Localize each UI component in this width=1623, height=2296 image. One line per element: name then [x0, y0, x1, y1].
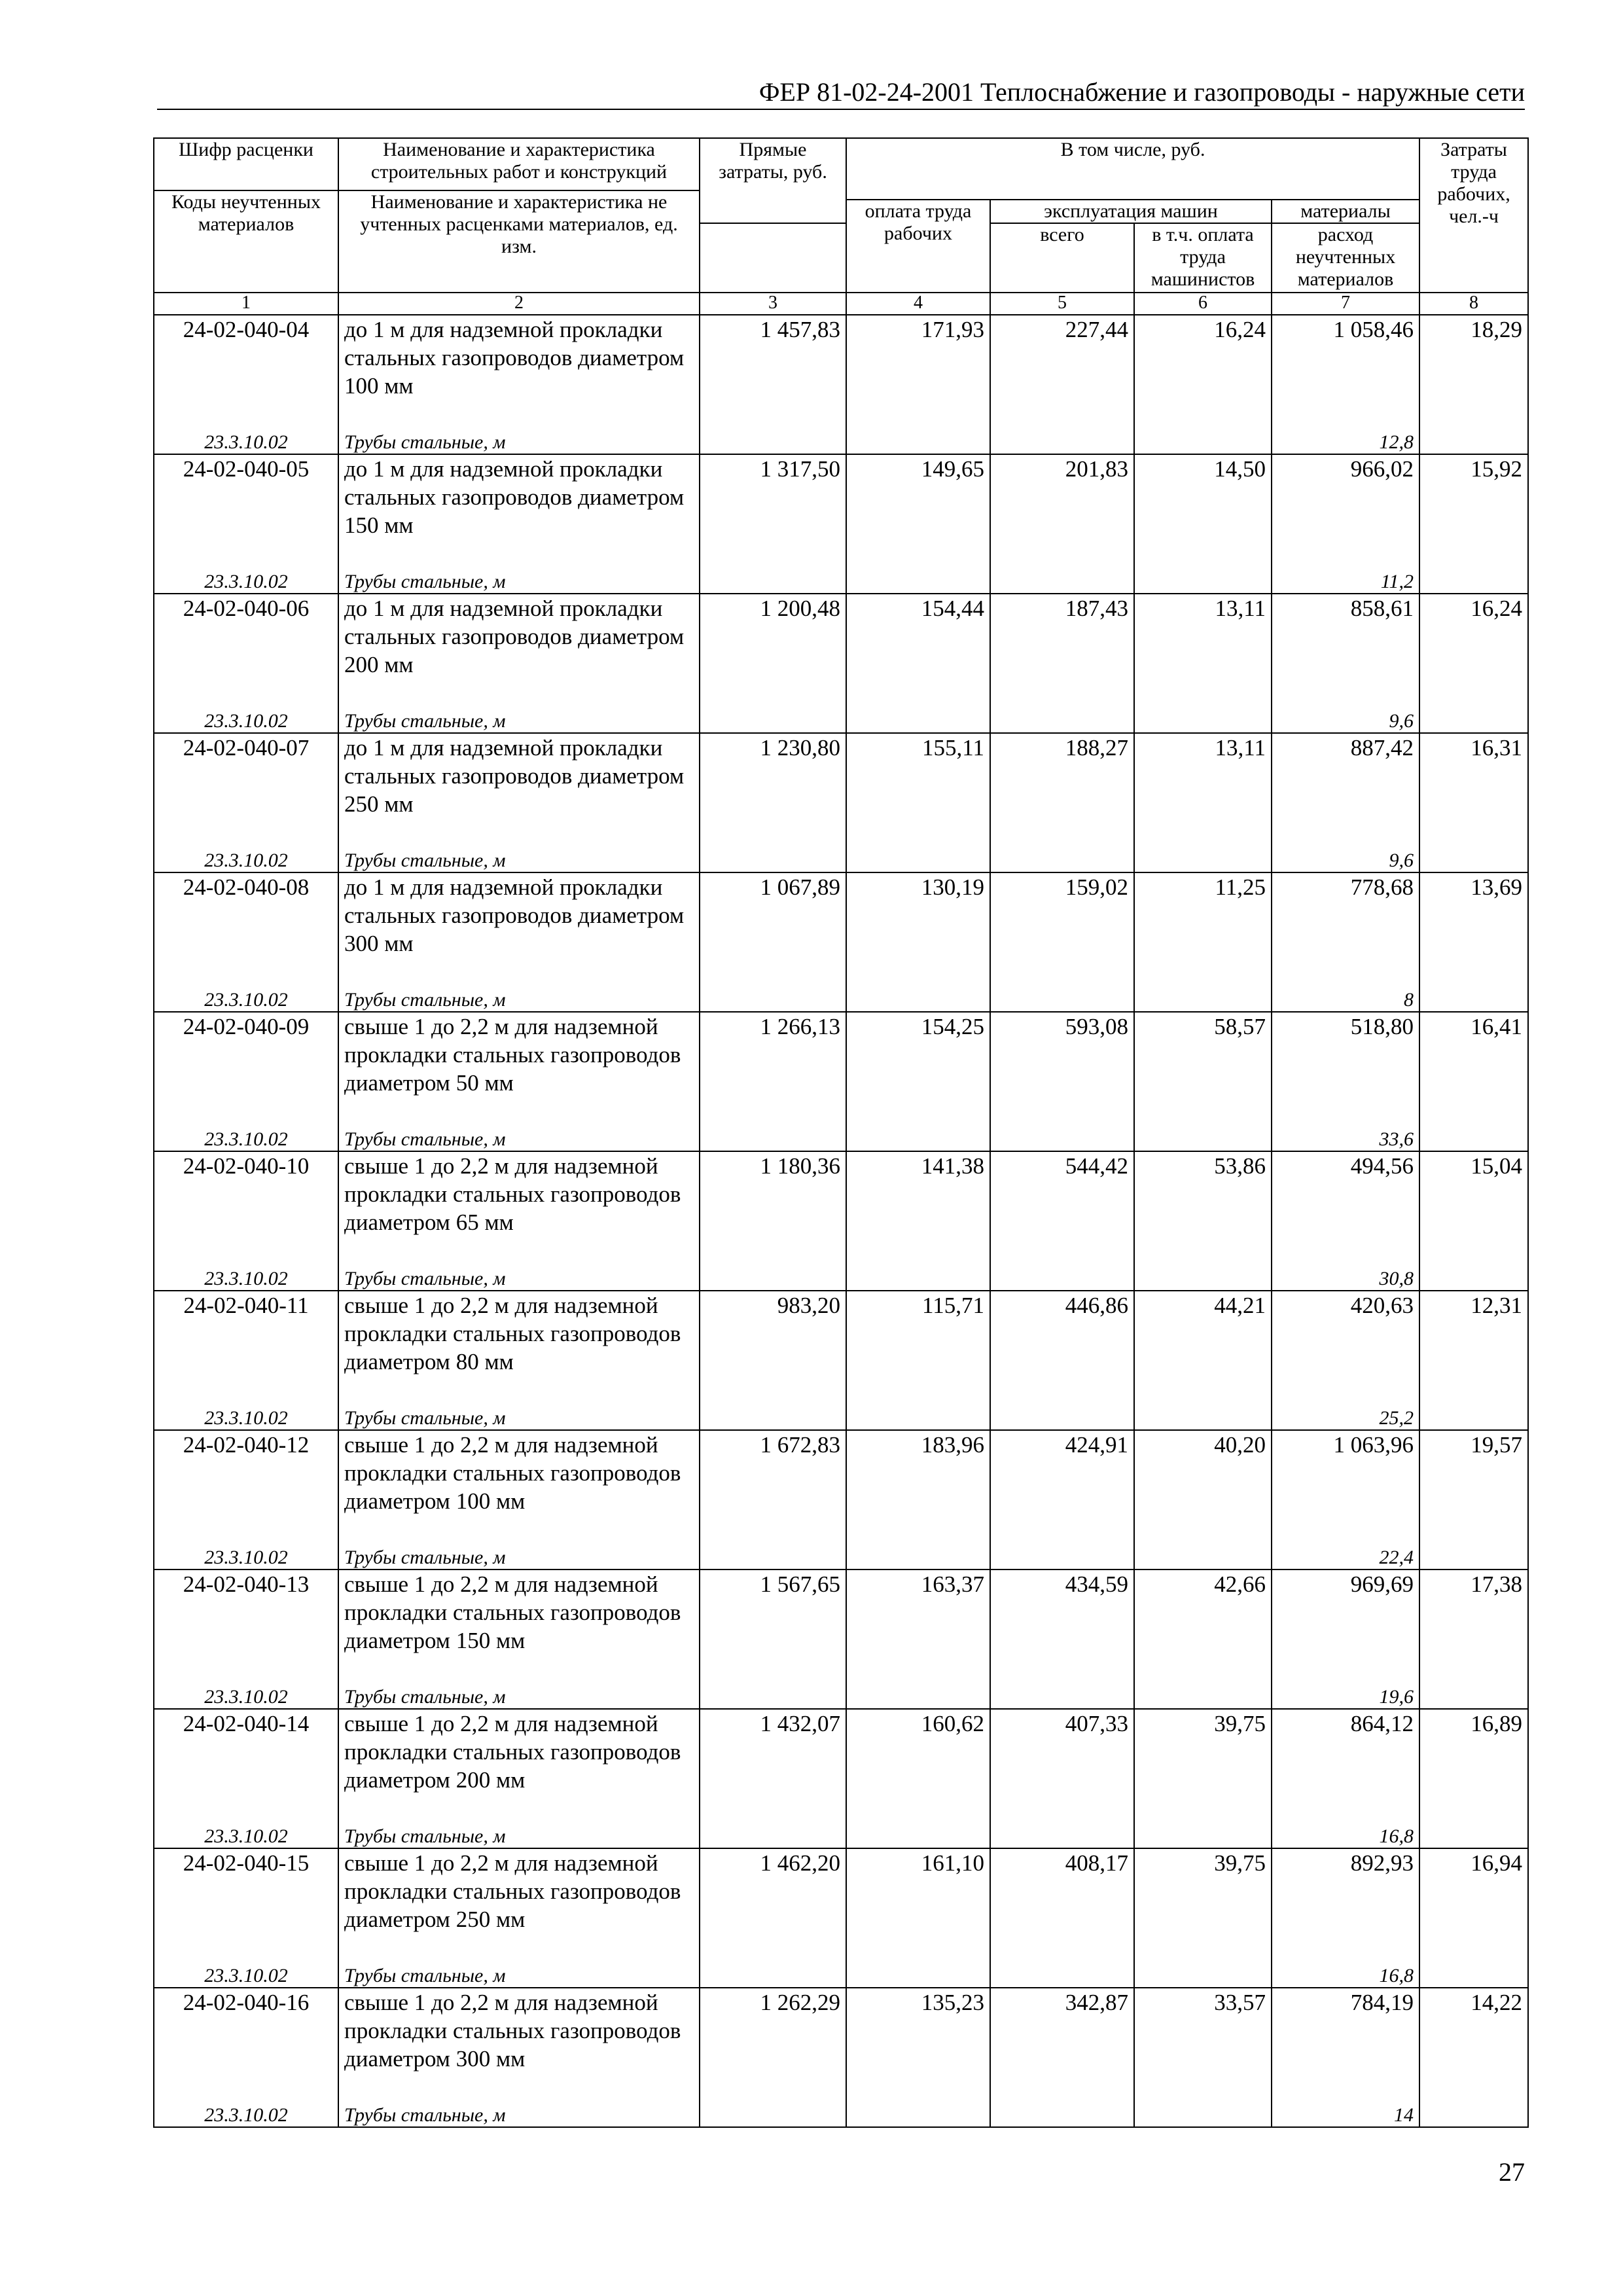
- material-name: Трубы стальные, м: [338, 1407, 700, 1430]
- work-description: свыше 1 до 2,2 м для надземной прокладки стальных газопроводов диаметром 200 мм: [338, 1709, 700, 1825]
- empty-cell: [990, 1547, 1134, 1570]
- header-including: В том числе, руб.: [846, 138, 1419, 200]
- header-machines: эксплуатация машин: [990, 200, 1272, 223]
- material-code: 23.3.10.02: [154, 1128, 338, 1151]
- direct-costs: 1 462,20: [700, 1848, 846, 1965]
- labor-pay: 183,96: [846, 1430, 990, 1547]
- labor-pay: 135,23: [846, 1988, 990, 2104]
- material-name: Трубы стальные, м: [338, 1965, 700, 1988]
- material-consumption: 30,8: [1272, 1268, 1419, 1291]
- machines-labor-pay: 53,86: [1134, 1151, 1272, 1268]
- material-code: 23.3.10.02: [154, 1686, 338, 1709]
- empty-cell: [1419, 1547, 1528, 1570]
- empty-cell: [1134, 2104, 1272, 2127]
- labor-hours: 16,94: [1419, 1848, 1528, 1965]
- rate-code: 24-02-040-10: [154, 1151, 338, 1268]
- work-description: до 1 м для надземной прокладки стальных газопроводов диаметром 100 мм: [338, 315, 700, 431]
- direct-costs: 1 266,13: [700, 1012, 846, 1128]
- machines-total: 434,59: [990, 1570, 1134, 1686]
- empty-cell: [1419, 850, 1528, 872]
- rate-code: 24-02-040-15: [154, 1848, 338, 1965]
- work-description: свыше 1 до 2,2 м для надземной прокладки стальных газопроводов диаметром 300 мм: [338, 1988, 700, 2104]
- empty-cell: [846, 850, 990, 872]
- material-consumption: 19,6: [1272, 1686, 1419, 1709]
- material-row: [154, 1825, 1528, 1848]
- materials-cost: 778,68: [1272, 872, 1419, 989]
- work-description: свыше 1 до 2,2 м для надземной прокладки стальных газопроводов диаметром 250 мм: [338, 1848, 700, 1965]
- direct-costs: 1 457,83: [700, 315, 846, 431]
- material-code: 23.3.10.02: [154, 1407, 338, 1430]
- empty-cell: [990, 1407, 1134, 1430]
- machines-labor-pay: 39,75: [1134, 1848, 1272, 1965]
- machines-total: 159,02: [990, 872, 1134, 989]
- material-row: [154, 989, 1528, 1012]
- header-labor-pay: оплата труда рабочих: [846, 200, 990, 293]
- materials-cost: 858,61: [1272, 594, 1419, 710]
- header-col2-top: Наименование и характеристика строительных работ и конструкций: [338, 138, 700, 190]
- labor-hours: 19,57: [1419, 1430, 1528, 1547]
- empty-cell: [1419, 710, 1528, 733]
- empty-cell: [990, 1268, 1134, 1291]
- rate-code: 24-02-040-09: [154, 1012, 338, 1128]
- work-description: до 1 м для надземной прокладки стальных газопроводов диаметром 150 мм: [338, 454, 700, 571]
- material-code: 23.3.10.02: [154, 1547, 338, 1570]
- rate-code: 24-02-040-04: [154, 315, 338, 431]
- column-number: 4: [846, 293, 990, 315]
- material-consumption: 14: [1272, 2104, 1419, 2127]
- direct-costs: 983,20: [700, 1291, 846, 1407]
- material-name: Трубы стальные, м: [338, 1686, 700, 1709]
- empty-cell: [846, 431, 990, 454]
- rate-code: 24-02-040-05: [154, 454, 338, 571]
- material-row: [154, 1547, 1528, 1570]
- table-row: [154, 1430, 1528, 1547]
- table-row: [154, 594, 1528, 710]
- empty-cell: [990, 2104, 1134, 2127]
- material-code: 23.3.10.02: [154, 2104, 338, 2127]
- machines-total: 593,08: [990, 1012, 1134, 1128]
- empty-cell: [990, 431, 1134, 454]
- material-consumption: 33,6: [1272, 1128, 1419, 1151]
- material-code: 23.3.10.02: [154, 571, 338, 594]
- material-code: 23.3.10.02: [154, 431, 338, 454]
- empty-cell: [846, 1965, 990, 1988]
- machines-labor-pay: 39,75: [1134, 1709, 1272, 1825]
- materials-cost: 887,42: [1272, 733, 1419, 850]
- table-row: [154, 454, 1528, 571]
- material-row: [154, 850, 1528, 872]
- table-row: [154, 1709, 1528, 1825]
- labor-hours: 16,31: [1419, 733, 1528, 850]
- empty-cell: [1134, 710, 1272, 733]
- material-row: [154, 1965, 1528, 1988]
- labor-pay: 163,37: [846, 1570, 990, 1686]
- empty-cell: [1134, 1965, 1272, 1988]
- materials-cost: 969,69: [1272, 1570, 1419, 1686]
- material-consumption: 9,6: [1272, 710, 1419, 733]
- column-number: 3: [700, 293, 846, 315]
- material-consumption: 16,8: [1272, 1825, 1419, 1848]
- labor-hours: 18,29: [1419, 315, 1528, 431]
- header-machines-labor: в т.ч. оплата труда машинистов: [1134, 223, 1272, 293]
- header-labor-costs: Затраты труда рабочих, чел.-ч: [1419, 138, 1528, 293]
- empty-cell: [1134, 1128, 1272, 1151]
- material-consumption: 11,2: [1272, 571, 1419, 594]
- empty-cell: [990, 1128, 1134, 1151]
- materials-cost: 1 058,46: [1272, 315, 1419, 431]
- material-name: Трубы стальные, м: [338, 710, 700, 733]
- material-code: 23.3.10.02: [154, 710, 338, 733]
- empty-cell: [700, 1965, 846, 1988]
- material-row: [154, 1686, 1528, 1709]
- rate-code: 24-02-040-08: [154, 872, 338, 989]
- labor-pay: 130,19: [846, 872, 990, 989]
- empty-cell: [700, 850, 846, 872]
- empty-cell: [1134, 1407, 1272, 1430]
- empty-cell: [1419, 1965, 1528, 1988]
- direct-costs: 1 567,65: [700, 1570, 846, 1686]
- empty-cell: [1134, 431, 1272, 454]
- machines-labor-pay: 16,24: [1134, 315, 1272, 431]
- machines-labor-pay: 42,66: [1134, 1570, 1272, 1686]
- empty-cell: [700, 1547, 846, 1570]
- material-row: [154, 1268, 1528, 1291]
- material-consumption: 16,8: [1272, 1965, 1419, 1988]
- machines-labor-pay: 11,25: [1134, 872, 1272, 989]
- empty-cell: [1419, 989, 1528, 1012]
- work-description: свыше 1 до 2,2 м для надземной прокладки стальных газопроводов диаметром 50 мм: [338, 1012, 700, 1128]
- rate-code: 24-02-040-12: [154, 1430, 338, 1547]
- empty-cell: [700, 1686, 846, 1709]
- material-consumption: 8: [1272, 989, 1419, 1012]
- empty-cell: [846, 1407, 990, 1430]
- table-row: [154, 315, 1528, 431]
- empty-cell: [1419, 1407, 1528, 1430]
- empty-cell: [990, 571, 1134, 594]
- material-code: 23.3.10.02: [154, 1268, 338, 1291]
- material-code: 23.3.10.02: [154, 989, 338, 1012]
- header-materials: материалы: [1272, 200, 1419, 223]
- labor-hours: 16,41: [1419, 1012, 1528, 1128]
- direct-costs: 1 067,89: [700, 872, 846, 989]
- labor-hours: 14,22: [1419, 1988, 1528, 2104]
- labor-pay: 115,71: [846, 1291, 990, 1407]
- material-name: Трубы стальные, м: [338, 1268, 700, 1291]
- machines-total: 446,86: [990, 1291, 1134, 1407]
- direct-costs: 1 432,07: [700, 1709, 846, 1825]
- header-col1-bottom: Коды неучтенных материалов: [154, 190, 338, 293]
- empty-cell: [700, 1407, 846, 1430]
- work-description: до 1 м для надземной прокладки стальных газопроводов диаметром 200 мм: [338, 594, 700, 710]
- work-description: свыше 1 до 2,2 м для надземной прокладки стальных газопроводов диаметром 150 мм: [338, 1570, 700, 1686]
- labor-hours: 13,69: [1419, 872, 1528, 989]
- empty-cell: [700, 431, 846, 454]
- empty-cell: [846, 1825, 990, 1848]
- table-row: [154, 1988, 1528, 2104]
- machines-labor-pay: 14,50: [1134, 454, 1272, 571]
- materials-cost: 784,19: [1272, 1988, 1419, 2104]
- work-description: свыше 1 до 2,2 м для надземной прокладки стальных газопроводов диаметром 65 мм: [338, 1151, 700, 1268]
- direct-costs: 1 317,50: [700, 454, 846, 571]
- materials-cost: 966,02: [1272, 454, 1419, 571]
- column-number: 1: [154, 293, 338, 315]
- work-description: свыше 1 до 2,2 м для надземной прокладки стальных газопроводов диаметром 100 мм: [338, 1430, 700, 1547]
- empty-cell: [990, 1686, 1134, 1709]
- table-row: [154, 1151, 1528, 1268]
- rate-code: 24-02-040-14: [154, 1709, 338, 1825]
- direct-costs: 1 672,83: [700, 1430, 846, 1547]
- empty-cell: [1134, 850, 1272, 872]
- machines-total: 424,91: [990, 1430, 1134, 1547]
- column-number: 7: [1272, 293, 1419, 315]
- table-row: [154, 1012, 1528, 1128]
- header-machines-total: всего: [990, 223, 1134, 293]
- materials-cost: 494,56: [1272, 1151, 1419, 1268]
- machines-total: 188,27: [990, 733, 1134, 850]
- empty-cell: [846, 2104, 990, 2127]
- material-consumption: 25,2: [1272, 1407, 1419, 1430]
- empty-cell: [846, 1686, 990, 1709]
- empty-cell: [1134, 1686, 1272, 1709]
- table-row: [154, 1848, 1528, 1965]
- empty-cell: [700, 571, 846, 594]
- header-col2-bottom: Наименование и характеристика не учтенных расценками материалов, ед. изм.: [338, 190, 700, 293]
- empty-cell: [1419, 1686, 1528, 1709]
- page-header: ФЕР 81-02-24-2001 Теплоснабжение и газопроводы - наружные сети: [157, 76, 1525, 110]
- machines-total: 407,33: [990, 1709, 1134, 1825]
- page-number: 27: [1499, 2157, 1525, 2187]
- direct-costs: 1 180,36: [700, 1151, 846, 1268]
- empty-cell: [846, 1547, 990, 1570]
- machines-labor-pay: 44,21: [1134, 1291, 1272, 1407]
- labor-hours: 12,31: [1419, 1291, 1528, 1407]
- machines-total: 408,17: [990, 1848, 1134, 1965]
- header-materials-sub: расход неучтенных материалов: [1272, 223, 1419, 293]
- material-consumption: 22,4: [1272, 1547, 1419, 1570]
- table-row: [154, 1570, 1528, 1686]
- empty-cell: [846, 989, 990, 1012]
- labor-hours: 15,04: [1419, 1151, 1528, 1268]
- materials-cost: 864,12: [1272, 1709, 1419, 1825]
- material-name: Трубы стальные, м: [338, 431, 700, 454]
- empty-cell: [846, 1128, 990, 1151]
- empty-cell: [990, 710, 1134, 733]
- material-name: Трубы стальные, м: [338, 850, 700, 872]
- material-code: 23.3.10.02: [154, 850, 338, 872]
- material-code: 23.3.10.02: [154, 1965, 338, 1988]
- material-consumption: 9,6: [1272, 850, 1419, 872]
- empty-cell: [990, 989, 1134, 1012]
- material-name: Трубы стальные, м: [338, 1547, 700, 1570]
- empty-cell: [700, 1825, 846, 1848]
- table-row: [154, 1291, 1528, 1407]
- empty-cell: [1419, 431, 1528, 454]
- rate-code: 24-02-040-06: [154, 594, 338, 710]
- price-table: [153, 137, 1529, 2128]
- column-number: 2: [338, 293, 700, 315]
- material-row: [154, 710, 1528, 733]
- labor-pay: 149,65: [846, 454, 990, 571]
- column-number: 5: [990, 293, 1134, 315]
- work-description: до 1 м для надземной прокладки стальных газопроводов диаметром 300 мм: [338, 872, 700, 989]
- rate-code: 24-02-040-16: [154, 1988, 338, 2104]
- machines-labor-pay: 13,11: [1134, 733, 1272, 850]
- empty-cell: [1134, 571, 1272, 594]
- machines-total: 342,87: [990, 1988, 1134, 2104]
- material-name: Трубы стальные, м: [338, 1128, 700, 1151]
- empty-cell: [990, 850, 1134, 872]
- labor-pay: 154,44: [846, 594, 990, 710]
- material-name: Трубы стальные, м: [338, 1825, 700, 1848]
- rate-code: 24-02-040-11: [154, 1291, 338, 1407]
- empty-cell: [1419, 2104, 1528, 2127]
- empty-cell: [1419, 571, 1528, 594]
- material-name: Трубы стальные, м: [338, 989, 700, 1012]
- material-row: [154, 2104, 1528, 2127]
- empty-cell: [700, 2104, 846, 2127]
- material-row: [154, 1407, 1528, 1430]
- materials-cost: 892,93: [1272, 1848, 1419, 1965]
- labor-pay: 155,11: [846, 733, 990, 850]
- machines-total: 201,83: [990, 454, 1134, 571]
- empty-cell: [1134, 1825, 1272, 1848]
- empty-cell: [700, 1268, 846, 1291]
- labor-pay: 161,10: [846, 1848, 990, 1965]
- material-row: [154, 1128, 1528, 1151]
- empty-cell: [700, 710, 846, 733]
- materials-cost: 420,63: [1272, 1291, 1419, 1407]
- machines-labor-pay: 58,57: [1134, 1012, 1272, 1128]
- labor-pay: 171,93: [846, 315, 990, 431]
- labor-hours: 17,38: [1419, 1570, 1528, 1686]
- empty-cell: [1419, 1825, 1528, 1848]
- empty-cell: [990, 1825, 1134, 1848]
- machines-total: 187,43: [990, 594, 1134, 710]
- direct-costs: 1 262,29: [700, 1988, 846, 2104]
- header-direct-costs-spacer: [700, 223, 846, 293]
- table-row: [154, 733, 1528, 850]
- material-name: Трубы стальные, м: [338, 571, 700, 594]
- empty-cell: [1419, 1268, 1528, 1291]
- header-col1-top: Шифр расценки: [154, 138, 338, 190]
- empty-cell: [1419, 1128, 1528, 1151]
- material-row: [154, 571, 1528, 594]
- empty-cell: [990, 1965, 1134, 1988]
- empty-cell: [1134, 989, 1272, 1012]
- labor-hours: 16,24: [1419, 594, 1528, 710]
- empty-cell: [700, 1128, 846, 1151]
- labor-pay: 160,62: [846, 1709, 990, 1825]
- machines-labor-pay: 13,11: [1134, 594, 1272, 710]
- column-number: 8: [1419, 293, 1528, 315]
- rate-code: 24-02-040-07: [154, 733, 338, 850]
- labor-hours: 16,89: [1419, 1709, 1528, 1825]
- machines-total: 544,42: [990, 1151, 1134, 1268]
- header-direct-costs: Прямые затраты, руб.: [700, 138, 846, 223]
- labor-pay: 141,38: [846, 1151, 990, 1268]
- empty-cell: [846, 710, 990, 733]
- machines-labor-pay: 33,57: [1134, 1988, 1272, 2104]
- empty-cell: [1134, 1268, 1272, 1291]
- material-row: [154, 431, 1528, 454]
- empty-cell: [1134, 1547, 1272, 1570]
- material-code: 23.3.10.02: [154, 1825, 338, 1848]
- empty-cell: [700, 989, 846, 1012]
- table-row: [154, 872, 1528, 989]
- empty-cell: [846, 571, 990, 594]
- work-description: свыше 1 до 2,2 м для надземной прокладки стальных газопроводов диаметром 80 мм: [338, 1291, 700, 1407]
- machines-labor-pay: 40,20: [1134, 1430, 1272, 1547]
- work-description: до 1 м для надземной прокладки стальных газопроводов диаметром 250 мм: [338, 733, 700, 850]
- labor-pay: 154,25: [846, 1012, 990, 1128]
- materials-cost: 518,80: [1272, 1012, 1419, 1128]
- direct-costs: 1 200,48: [700, 594, 846, 710]
- rate-code: 24-02-040-13: [154, 1570, 338, 1686]
- labor-hours: 15,92: [1419, 454, 1528, 571]
- materials-cost: 1 063,96: [1272, 1430, 1419, 1547]
- empty-cell: [846, 1268, 990, 1291]
- material-name: Трубы стальные, м: [338, 2104, 700, 2127]
- machines-total: 227,44: [990, 315, 1134, 431]
- material-consumption: 12,8: [1272, 431, 1419, 454]
- column-number: 6: [1134, 293, 1272, 315]
- direct-costs: 1 230,80: [700, 733, 846, 850]
